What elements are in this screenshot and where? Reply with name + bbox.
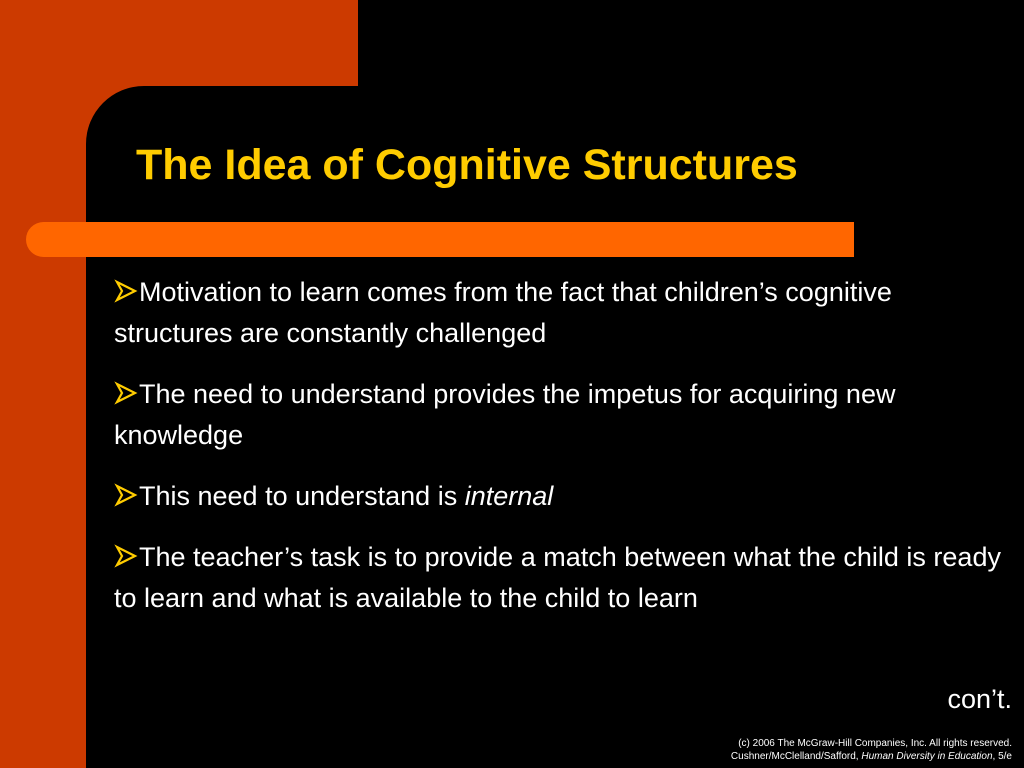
- arrow-bullet-icon: [114, 381, 138, 405]
- bullet-text: Motivation to learn comes from the fact that children’s cognitive structures are constantly challenged: [114, 277, 892, 348]
- bullet-list: [114, 272, 1010, 639]
- bullet-text: The need to understand provides the impetus for acquiring new knowledge: [114, 379, 896, 450]
- continued-label: con’t.: [947, 684, 1012, 714]
- arrow-bullet-icon: [114, 544, 138, 568]
- footer-edition: , 5/e: [992, 751, 1012, 762]
- footer-authors: Cushner/McClelland/Safford,: [730, 751, 862, 762]
- title-underline-bar: [26, 222, 854, 257]
- arrow-bullet-icon: [114, 483, 138, 507]
- orange-left-strip: [0, 0, 86, 768]
- slide-title: The Idea of Cognitive Structures: [136, 141, 798, 189]
- arrow-bullet-icon: [114, 279, 138, 303]
- footer-line-1: (c) 2006 The McGraw-Hill Companies, Inc. All rights reserved.: [738, 738, 1012, 749]
- bullet-text: The teacher’s task is to provide a match between what the child is ready to learn and what is available to the child to learn: [114, 542, 1001, 613]
- bullet-item: [114, 374, 1010, 456]
- bullet-item: [114, 537, 1010, 619]
- copyright-footer: [731, 737, 1012, 763]
- bullet-text: This need to understand is: [139, 481, 465, 511]
- footer-line-2: [731, 750, 1012, 763]
- bullet-emphasis: internal: [464, 481, 554, 511]
- footer-book-title: Human Diversity in Education: [861, 751, 993, 762]
- bullet-item: [114, 272, 1010, 354]
- bullet-item: [114, 476, 1010, 517]
